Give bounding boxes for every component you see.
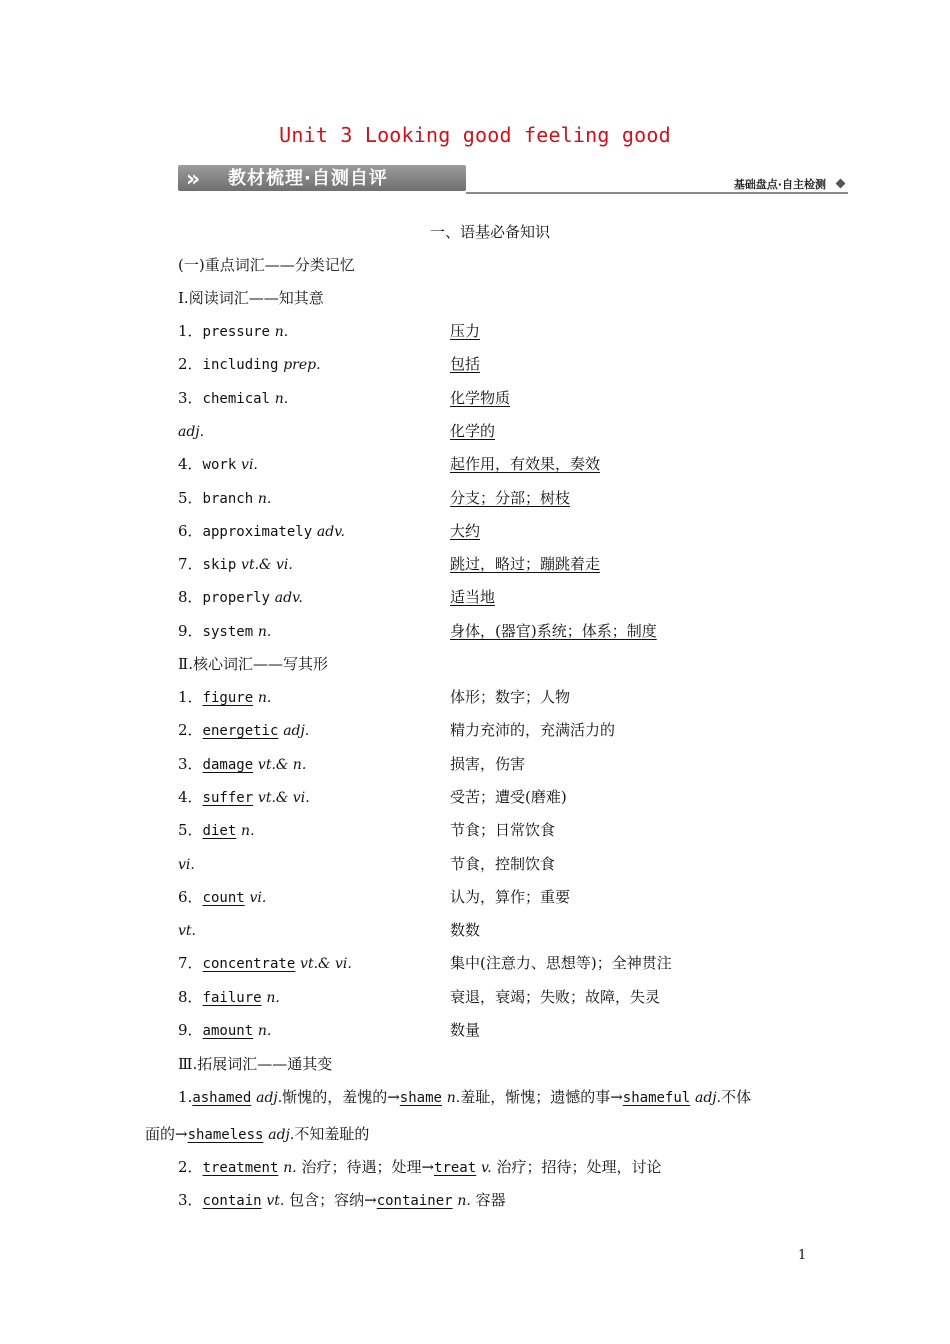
vocab-term [178, 488, 271, 509]
banner-label: 教材梳理·自测自评 [228, 168, 388, 189]
item-number: 7． [178, 555, 203, 574]
vocab-meaning: 体形；数字；人物 [450, 688, 571, 706]
part-of-speech: vt.& vi. [257, 789, 310, 806]
vocab-word: pressure [202, 324, 270, 340]
item-number: 6． [178, 887, 203, 906]
part-of-speech: vt. [178, 923, 196, 940]
part-of-speech: n. [283, 1160, 297, 1176]
part-of-speech: n. [257, 623, 272, 640]
vocab-meaning: 节食，控制饮食 [450, 854, 556, 873]
banner-right-label: 基础盘点·自主检测 [733, 178, 826, 191]
vocab-meaning: 认为，算作；重要 [450, 887, 571, 906]
part-of-speech: vi. [241, 457, 258, 474]
vocab-meaning: 衰退，衰竭；失败；故障，失灵 [450, 987, 661, 1006]
vocab-term [178, 854, 195, 875]
item-number: 8． [178, 987, 203, 1006]
vocab-term [178, 887, 266, 908]
vocab-term [178, 621, 271, 642]
meaning: 治疗；招待；处理，讨论 [496, 1158, 662, 1176]
vocab-meaning: 起作用，有效果，奏效 [450, 455, 601, 474]
part-of-speech: prep. [283, 357, 321, 374]
item-number: 8． [178, 588, 203, 607]
vocab-word: system [202, 623, 254, 640]
part-of-speech: n. [257, 490, 272, 507]
part-of-speech: n. [241, 823, 255, 840]
part-of-speech: n. [274, 324, 289, 340]
answer-word: contain [202, 1193, 262, 1209]
vocab-term [178, 987, 280, 1008]
page-title: Unit 3 Looking good feeling good [279, 123, 671, 147]
part-of-speech: adj. [695, 1090, 722, 1106]
vocab-term [178, 754, 306, 775]
part3-item-2 [178, 1157, 661, 1178]
part3-item-3 [178, 1190, 506, 1211]
meaning: 治疗；待遇；处理→ [301, 1158, 435, 1176]
item-number: 2． [178, 1158, 203, 1176]
part3-item-1-continued [145, 1124, 369, 1145]
vocab-term [178, 354, 321, 375]
vocab-meaning: 受苦；遭受(磨难) [450, 787, 567, 806]
answer-word: ashamed [192, 1090, 252, 1106]
vocab-word: including [202, 357, 279, 374]
vocab-meaning: 化学的 [450, 421, 496, 440]
item-number: 1． [178, 688, 203, 706]
part-of-speech: n. [266, 989, 280, 1006]
answer-word: shame [399, 1090, 442, 1106]
part2-heading: Ⅱ.核心词汇——写其形 [178, 655, 328, 673]
answer-word: shameful [622, 1090, 691, 1106]
meaning: 包含；容纳→ [289, 1191, 377, 1209]
vocab-word: suffer [202, 789, 254, 806]
vocab-meaning: 身体，(器官)系统；体系；制度 [450, 621, 657, 640]
vocab-word: damage [202, 756, 254, 773]
vocab-meaning: 包括 [450, 355, 481, 374]
vocab-term [178, 953, 352, 974]
item-number: 5． [178, 821, 203, 840]
vocab-word: concentrate [202, 956, 296, 973]
vocab-term [178, 388, 288, 409]
answer-word: treat [434, 1160, 477, 1176]
vocab-term [178, 820, 255, 841]
vocab-term [178, 554, 293, 575]
vocab-word: branch [202, 490, 254, 507]
section-banner [178, 163, 848, 195]
vocab-term [178, 920, 196, 941]
vocab-term [178, 1020, 271, 1041]
page-number: 1 [798, 1248, 807, 1263]
item-number: 6． [178, 521, 203, 540]
section-heading: 一、语基必备知识 [429, 223, 550, 241]
vocab-meaning: 数量 [450, 1021, 481, 1039]
vocab-term [178, 421, 204, 442]
vocab-meaning: 大约 [450, 521, 481, 540]
part-of-speech: vi. [249, 889, 267, 906]
vocab-word: work [202, 457, 237, 474]
item-number: 1. [178, 1088, 193, 1106]
vocab-term [178, 587, 303, 608]
vocab-meaning: 压力 [450, 322, 481, 340]
answer-word: treatment [202, 1160, 279, 1176]
meaning: 容器 [475, 1191, 506, 1209]
item-number: 2． [178, 721, 203, 740]
vocab-word: chemical [202, 390, 270, 407]
vocab-term [178, 321, 288, 342]
meaning: 不知羞耻的 [294, 1125, 370, 1143]
part-of-speech: adj. [178, 423, 205, 440]
vocab-meaning: 集中(注意力、思想等)；全神贯注 [450, 954, 672, 973]
meaning: 不体 [721, 1088, 752, 1106]
part3-item-1 [178, 1087, 751, 1108]
meaning: 面的→ [145, 1125, 188, 1143]
vocab-word: approximately [202, 523, 313, 540]
vocab-word: diet [202, 823, 237, 840]
meaning: 惭愧的，羞愧的→ [282, 1088, 400, 1106]
banner-divider [466, 192, 848, 194]
vocab-meaning: 精力充沛的，充满活力的 [450, 721, 616, 740]
part-of-speech: adj. [256, 1090, 283, 1106]
item-number: 7． [178, 954, 203, 973]
part-of-speech: vt. [266, 1193, 285, 1209]
part-of-speech: adv. [316, 523, 345, 540]
meaning: 羞耻，惭愧；遗憾的事→ [460, 1088, 623, 1106]
answer-word: shameless [187, 1127, 264, 1143]
vocab-meaning: 适当地 [450, 588, 496, 607]
vocab-term [178, 521, 345, 542]
vocab-meaning: 分支；分部；树枝 [450, 488, 571, 507]
part-of-speech: adj. [283, 723, 310, 740]
vocab-meaning: 跳过，略过；蹦跳着走 [450, 555, 601, 574]
item-number: 2． [178, 355, 203, 374]
item-number: 4． [178, 787, 203, 806]
answer-word: container [376, 1193, 453, 1209]
part-of-speech: n. [457, 1193, 471, 1209]
vocab-term [178, 454, 258, 475]
subsection-heading: (一)重点词汇——分类记忆 [178, 256, 355, 274]
diamond-icon [836, 179, 846, 189]
item-number: 3． [178, 1191, 203, 1209]
part-of-speech: n. [446, 1090, 461, 1106]
vocab-word: failure [202, 989, 262, 1006]
part-of-speech: n. [257, 690, 272, 706]
item-number: 9． [178, 1021, 203, 1039]
item-number: 3． [178, 754, 203, 773]
part3-heading: Ⅲ.拓展词汇——通其变 [178, 1055, 333, 1073]
part-of-speech: adj. [268, 1127, 295, 1143]
vocab-meaning: 节食；日常饮食 [450, 821, 556, 840]
part-of-speech: v. [480, 1160, 492, 1176]
vocab-word: skip [202, 557, 237, 574]
vocab-term [178, 720, 309, 741]
vocab-meaning: 数数 [450, 921, 481, 940]
part-of-speech: vt.& vi. [300, 956, 352, 973]
item-number: 3． [178, 388, 203, 407]
part-of-speech: vt.& vi. [241, 557, 293, 574]
vocab-meaning: 化学物质 [450, 388, 511, 407]
vocab-term [178, 787, 310, 808]
vocab-word: count [202, 889, 245, 906]
item-number: 1． [178, 322, 203, 340]
vocab-word: figure [202, 690, 254, 706]
vocab-meaning: 损害，伤害 [450, 754, 526, 773]
item-number: 4． [178, 455, 203, 474]
vocab-word: amount [202, 1023, 254, 1039]
item-number: 9． [178, 621, 203, 640]
chevron-right-icon: » [186, 167, 195, 192]
part-of-speech: vi. [178, 856, 195, 873]
part-of-speech: adv. [274, 590, 303, 607]
part-of-speech: n. [274, 390, 289, 407]
part-of-speech: vt.& n. [257, 756, 307, 773]
banner-background [178, 165, 466, 191]
part-of-speech: n. [257, 1023, 272, 1039]
vocab-term [178, 687, 271, 708]
vocab-word: energetic [202, 723, 279, 740]
vocab-word: properly [202, 590, 270, 607]
item-number: 5． [178, 488, 203, 507]
part1-heading: Ⅰ.阅读词汇——知其意 [178, 289, 324, 307]
